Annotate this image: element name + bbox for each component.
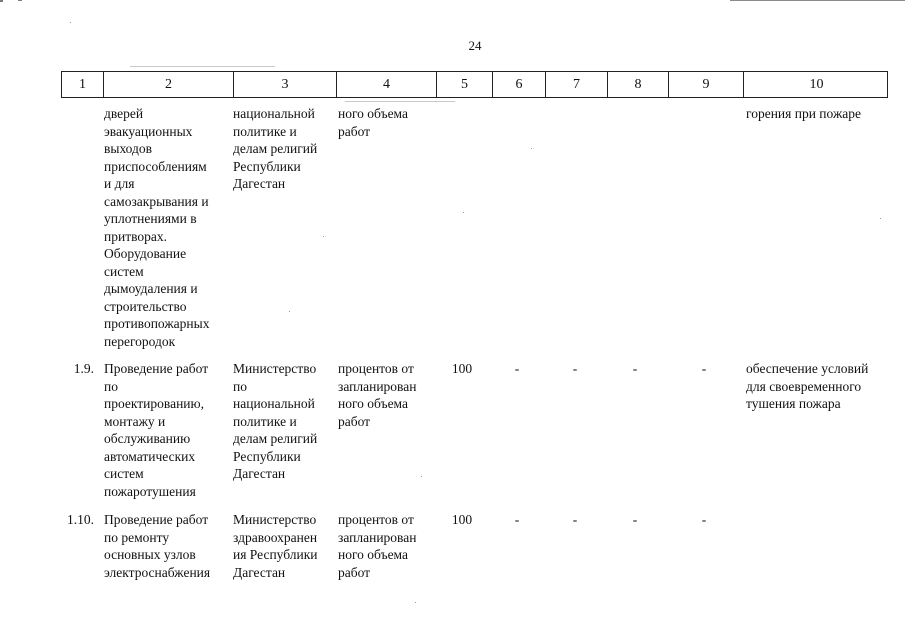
scan-speck [463, 212, 464, 213]
row-description: дверей эвакуационных выходов приспособлениям и для самозакрывания и уплотнениями в притворах. Оборудование систем дымоудаления и строительство противопожарных перегородок [104, 106, 210, 349]
header-cell: 4 [336, 72, 436, 97]
scan-speck [70, 22, 71, 23]
row-col9: - [701, 512, 707, 527]
scan-line [345, 101, 455, 102]
row-executor: Министерство здравоохранен ия Республики Дагестан [233, 512, 318, 580]
row-col7: - [572, 512, 578, 527]
row-unit: процентов от запланирован ного объема работ [338, 361, 417, 429]
header-cell: 7 [545, 72, 607, 97]
header-cell: 9 [668, 72, 743, 97]
header-cell: 8 [607, 72, 668, 97]
row-description: Проведение работ по ремонту основных узлов электроснабжения [104, 512, 211, 580]
row-col8: - [632, 361, 638, 376]
scan-line [130, 66, 275, 67]
row-col8: - [632, 512, 638, 527]
row-unit: ного объема работ [338, 106, 408, 139]
row-executor: национальной политике и делам религий Республики Дагестан [233, 106, 318, 191]
scan-edge-mark [0, 0, 3, 2]
row-result: обеспечение условий для своевременного тушения пожара [746, 361, 869, 411]
row-unit: процентов от запланирован ного объема работ [338, 512, 417, 580]
table-header-row [61, 71, 888, 98]
row-col7: - [572, 361, 578, 376]
row-executor: Министерство по национальной политике и делам религий Республики Дагестан [233, 361, 318, 481]
scan-speck [415, 602, 416, 603]
scan-speck [880, 218, 881, 219]
row-result: горения при пожаре [746, 106, 862, 121]
header-cell: 6 [492, 72, 545, 97]
row-number: 1.9. [73, 361, 94, 376]
scan-speck [531, 148, 532, 149]
row-col5: 100 [451, 361, 473, 376]
scan-speck [421, 476, 422, 477]
row-col6: - [514, 512, 520, 527]
scan-edge-mark [18, 0, 22, 1]
row-description: Проведение работ по проектированию, монтажу и обслуживанию автоматических систем пожаротушения [104, 361, 209, 499]
row-col9: - [701, 361, 707, 376]
page-number: 24 [468, 38, 482, 53]
row-col5: 100 [451, 512, 473, 527]
header-cell: 1 [79, 77, 86, 92]
header-cell: 3 [233, 72, 336, 97]
scan-speck [323, 236, 324, 237]
header-cell: 5 [436, 72, 492, 97]
scan-speck [289, 311, 290, 312]
row-col6: - [514, 361, 520, 376]
row-number: 1.10. [67, 512, 94, 527]
header-cell: 2 [103, 72, 233, 97]
header-cell: 10 [743, 72, 889, 97]
scan-edge-mark [730, 0, 905, 1]
